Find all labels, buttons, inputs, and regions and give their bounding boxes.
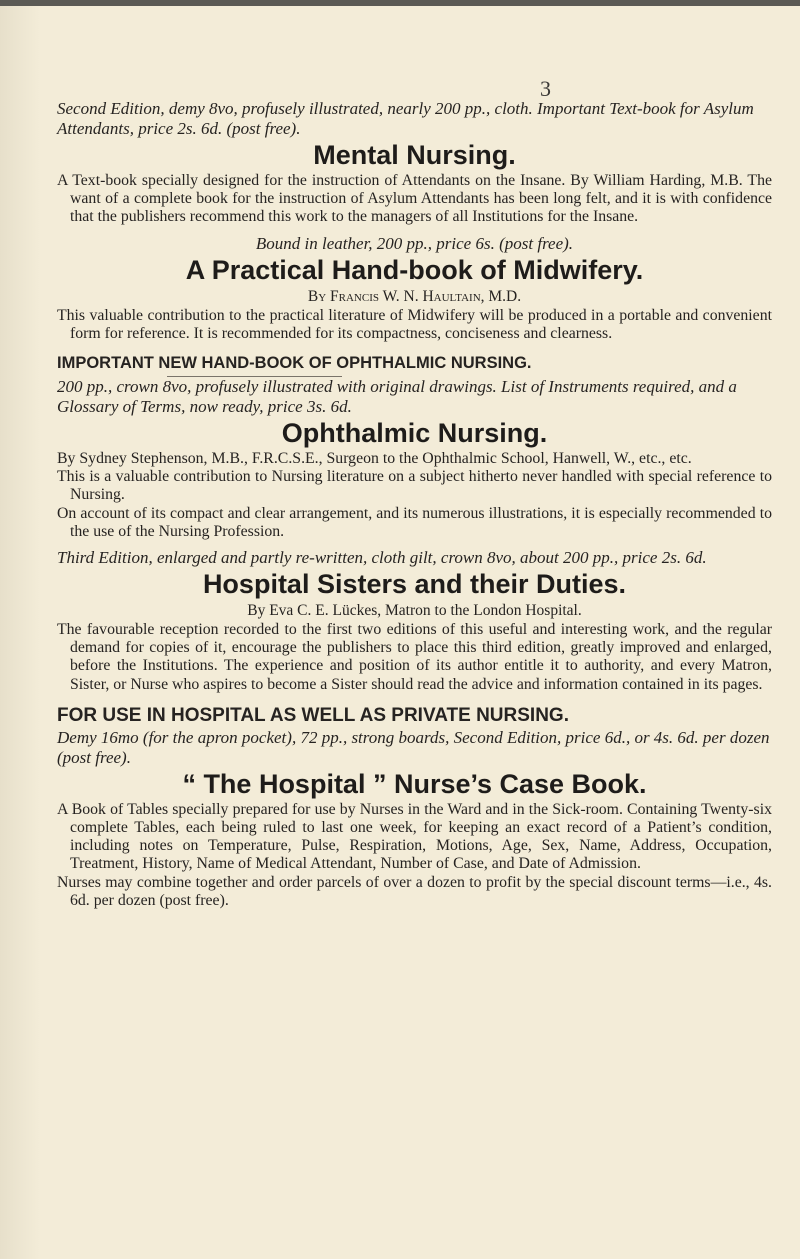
ophthalmic-title: Ophthalmic Nursing.	[281, 418, 548, 449]
hospital-sisters-edition: Third Edition, enlarged and partly re-written, cloth gilt, crown 8vo, about 200 pp., price 2s. 6d.	[57, 548, 707, 568]
top-edge-rule	[0, 0, 800, 6]
case-book-edition: Demy 16mo (for the apron pocket), 72 pp., strong boards, Second Edition, price 6d., or 4s. 6d. per dozen (post free).	[57, 727, 770, 767]
ophthalmic-description-2: On account of its compact and clear arrangement, and its numerous illustrations, it is especially recommended to the use of the Nursing Profession.	[57, 504, 772, 540]
ophthalmic-author: By Sydney Stephenson, M.B., F.R.C.S.E., Surgeon to the Ophthalmic School, Hanwell, W., etc., etc.	[57, 450, 692, 468]
midwifery-title: A Practical Hand-book of Midwifery.	[185, 254, 644, 285]
hospital-sisters-description: The favourable reception recorded to the first two editions of this useful and interesting work, and the regular demand for copies of it, encourage the publishers to place this third edition, greatly improved and enlarged, before the Institutions. The experience and position of its author entitle it to authority, and every Matron, Sister, or Nurse who aspires to become a Sister should read the advice and information contained in its pages.	[57, 621, 772, 693]
mental-nursing-title: Mental Nursing.	[313, 140, 516, 170]
catalogue-content	[57, 99, 772, 910]
case-book-description-2: Nurses may combine together and order parcels of over a dozen to profit by the special discount terms—i.e., 4s. 6d. per dozen (post free).	[57, 873, 772, 909]
case-book-heading: FOR USE IN HOSPITAL AS WELL AS PRIVATE NURSING.	[57, 704, 569, 726]
hospital-sisters-title: Hospital Sisters and their Duties.	[202, 569, 627, 600]
ophthalmic-description-1: This is a valuable contribution to Nursing literature on a subject hitherto never handled with special reference to Nursing.	[57, 468, 772, 504]
mental-nursing-description: A Text-book specially designed for the instruction of Attendants on the Insane. By William Harding, M.B. The want of a complete book for the instruction of Asylum Attendants has been long felt, and it is with confidence that the publishers recommend this work to the managers of all Institutions for the Insane.	[57, 172, 772, 226]
midwifery-description: This valuable contribution to the practical literature of Midwifery will be produced in a portable and convenient form for reference. It is recommended for its compactness, conciseness and clearness.	[57, 306, 772, 342]
ophthalmic-edition: 200 pp., crown 8vo, profusely illustrated with original drawings. List of Instruments required, and a Glossary of Terms, now ready, price 3s. 6d.	[57, 377, 737, 417]
midwifery-edition: Bound in leather, 200 pp., price 6s. (post free).	[255, 233, 574, 253]
page-number: 3	[540, 76, 551, 101]
hospital-sisters-author: By Eva C. E. Lückes, Matron to the London Hospital.	[247, 602, 582, 620]
mental-nursing-edition: Second Edition, demy 8vo, profusely illustrated, nearly 200 pp., cloth. Important Text-book for Asylum Attendants, price 2s. 6d. (post free).	[57, 99, 754, 138]
case-book-description-1: A Book of Tables specially prepared for use by Nurses in the Ward and in the Sick-room. Containing Twenty-six complete Tables, each being ruled to last one week, for keeping an exact record of a Patient’s condition, including notes on Temperature, Pulse, Respiration, Motions, Age, Sex, Name, Address, Occupation, Treatment, History, Name of Medical Attendant, Number of Case, and Date of Admission.	[57, 800, 772, 873]
ophthalmic-heading: IMPORTANT NEW HAND-BOOK OF OPHTHALMIC NURSING.	[57, 354, 532, 373]
case-book-title: “ The Hospital ” Nurse’s Case Book.	[182, 768, 647, 799]
midwifery-author: By Francis W. N. Haultain, M.D.	[307, 287, 522, 305]
